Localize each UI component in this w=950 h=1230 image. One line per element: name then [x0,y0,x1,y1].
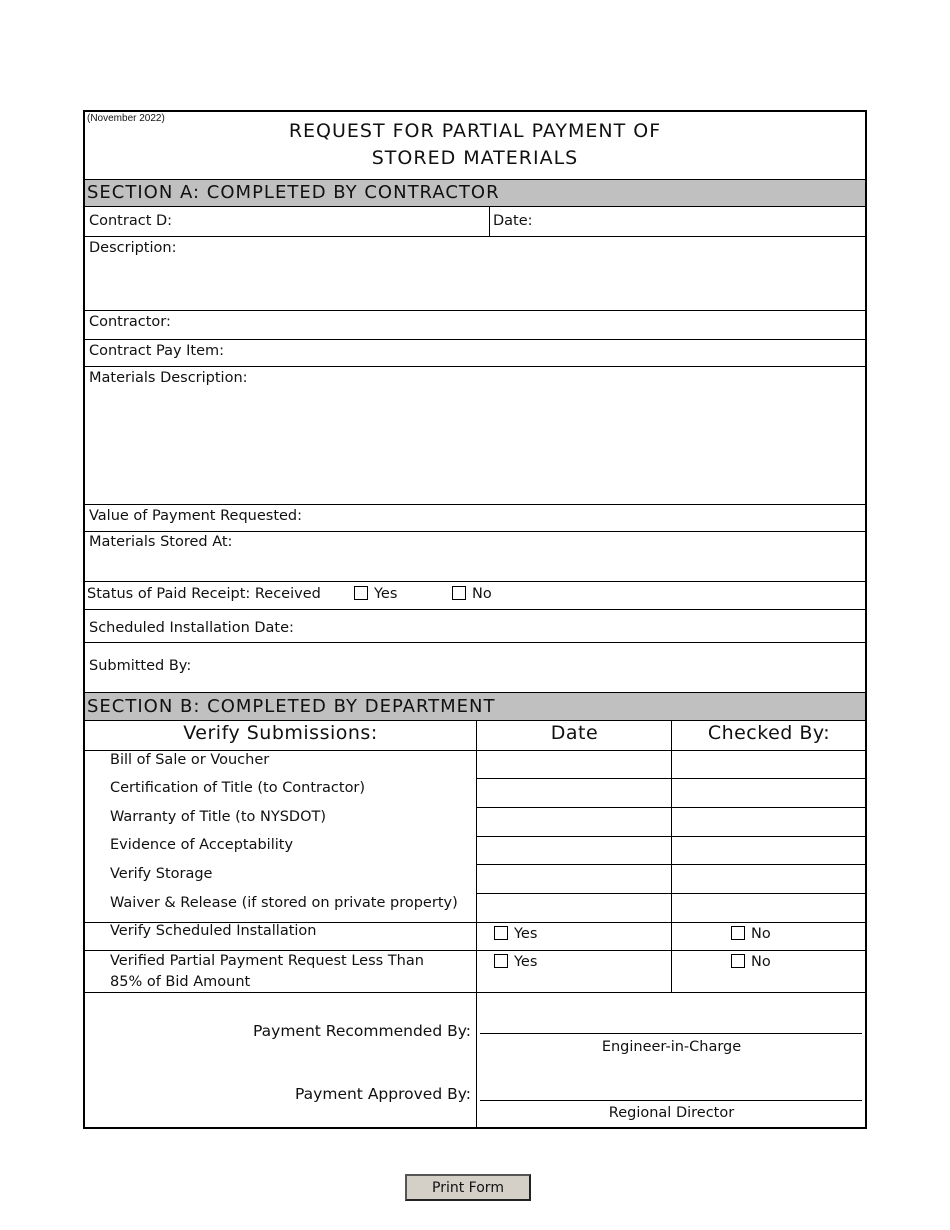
print-form-button[interactable]: Print Form [405,1174,531,1201]
revision-date: (November 2022) [87,113,165,124]
warranty-checked-input[interactable] [675,810,865,834]
submitted-by-input[interactable] [200,650,864,682]
receipt-yes-option[interactable]: Yes [354,586,397,602]
verify-item: Certification of Title (to Contractor) [110,780,366,796]
value-requested-label: Value of Payment Requested: [89,508,303,524]
acceptability-checked-input[interactable] [675,839,865,863]
approved-by-signature[interactable] [481,1076,865,1100]
verify-scheduled-label: Verify Scheduled Installation [110,923,317,939]
form-title [85,118,865,172]
date-label: Date: [493,213,533,229]
submitted-by-label: Submitted By: [89,658,192,674]
certification-date-input[interactable] [480,781,672,805]
scheduled-no-checkbox[interactable] [731,926,745,940]
contractor-input[interactable] [180,312,864,339]
verify-item: Bill of Sale or Voucher [110,752,270,768]
verify-partial-label: Verified Partial Payment Request Less Than 85% of Bid Amount [110,953,424,990]
pay-item-input[interactable] [235,341,864,367]
stored-at-input[interactable] [89,554,865,582]
contract-id-label: Contract D: [89,213,173,229]
storage-checked-input[interactable] [675,867,865,891]
partial-no-option[interactable]: No [731,954,771,970]
contractor-label: Contractor: [89,314,171,330]
approved-by-label: Payment Approved By: [295,1085,471,1103]
verify-item: Waiver & Release (if stored on private property) [110,895,458,911]
bill-of-sale-checked-input[interactable] [675,753,865,777]
form-title-line1: REQUEST FOR PARTIAL PAYMENT OF [288,120,662,142]
waiver-checked-input[interactable] [675,896,865,920]
form-title-line2: STORED MATERIALS [371,147,579,169]
partial-no-checkbox[interactable] [731,954,745,968]
section-a-header: SECTION A: COMPLETED BY CONTRACTOR [85,180,865,206]
storage-date-input[interactable] [480,867,672,891]
scheduled-yes-option[interactable]: Yes [494,926,537,942]
payment-request-form [83,110,867,1129]
materials-description-label: Materials Description: [89,370,248,386]
warranty-date-input[interactable] [480,810,672,834]
receipt-no-checkbox[interactable] [452,586,466,600]
receipt-no-option[interactable]: No [452,586,492,602]
verify-item: Evidence of Acceptability [110,837,294,853]
contract-id-input[interactable] [180,209,484,237]
certification-checked-input[interactable] [675,781,865,805]
checked-by-column-header: Checked By: [707,722,831,744]
recommended-by-signature[interactable] [481,1010,865,1034]
engineer-in-charge-caption: Engineer-in-Charge [601,1039,742,1055]
verify-item: Warranty of Title (to NYSDOT) [110,809,327,825]
partial-yes-checkbox[interactable] [494,954,508,968]
pay-item-label: Contract Pay Item: [89,343,225,359]
waiver-date-input[interactable] [480,896,672,920]
recommended-by-label: Payment Recommended By: [253,1022,471,1040]
verify-item: Verify Storage [110,866,213,882]
regional-director-caption: Regional Director [608,1105,735,1121]
scheduled-no-option[interactable]: No [731,926,771,942]
stored-at-label: Materials Stored At: [89,534,233,550]
bill-of-sale-date-input[interactable] [480,753,672,777]
partial-yes-option[interactable]: Yes [494,954,537,970]
value-requested-input[interactable] [320,506,864,532]
date-input[interactable] [537,209,861,237]
description-input[interactable] [89,260,865,312]
receipt-status-label: Status of Paid Receipt: Received [87,586,321,602]
acceptability-date-input[interactable] [480,839,672,863]
receipt-yes-checkbox[interactable] [354,586,368,600]
verify-column-header: Verify Submissions: [183,722,378,744]
description-label: Description: [89,240,177,256]
date-column-header: Date [550,722,599,744]
install-date-label: Scheduled Installation Date: [89,620,294,636]
section-b-header: SECTION B: COMPLETED BY DEPARTMENT [85,693,865,720]
install-date-input[interactable] [305,614,864,642]
scheduled-yes-checkbox[interactable] [494,926,508,940]
materials-description-input[interactable] [89,392,865,506]
